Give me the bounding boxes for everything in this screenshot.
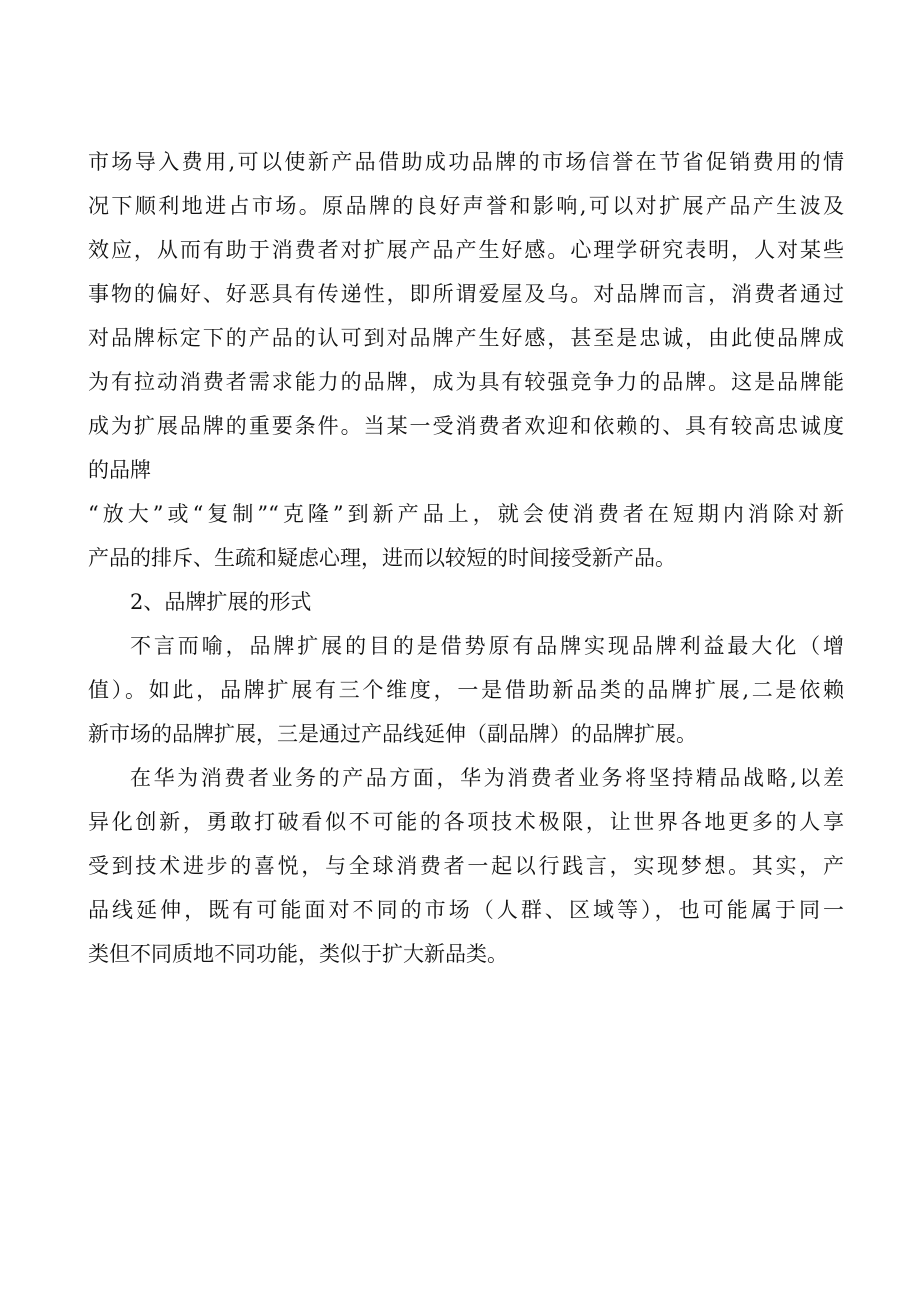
- text-line: 事物的偏好、好恶具有传递性，即所谓爱屋及乌。对品牌而言，消费者通过: [88, 282, 844, 306]
- text-line: 产品的排斥、生疏和疑虑心理，进而以较短的时间接受新产品。: [88, 546, 676, 570]
- text-line: “放大”或“复制”“克隆”到新产品上，就会使消费者在短期内消除对新: [88, 502, 844, 526]
- text-line: 受到技术进步的喜悦，与全球消费者一起以行践言，实现梦想。其实，产: [88, 854, 844, 878]
- paragraph-brand-transfer: [88, 492, 844, 580]
- text-line: 在华为消费者业务的产品方面，华为消费者业务将坚持精品战略,以差: [130, 766, 844, 790]
- text-line: 品线延伸，既有可能面对不同的市场（人群、区域等），也可能属于同一: [88, 898, 844, 922]
- text-line: 异化创新，勇敢打破看似不可能的各项技术极限，让世界各地更多的人享: [88, 810, 844, 834]
- paragraph-brand-value: [88, 140, 844, 492]
- text-line: 市场导入费用,可以使新产品借助成功品牌的市场信誉在节省促销费用的情: [88, 150, 844, 174]
- text-line: 成为扩展品牌的重要条件。当某一受消费者欢迎和依赖的、具有较高忠诚度: [88, 414, 844, 438]
- text-line: 为有拉动消费者需求能力的品牌，成为具有较强竞争力的品牌。这是品牌能: [88, 370, 844, 394]
- text-line: 对品牌标定下的产品的认可到对品牌产生好感，甚至是忠诚，由此使品牌成: [88, 326, 844, 350]
- text-line: 况下顺利地进占市场。原品牌的良好声誉和影响,可以对扩展产品产生波及: [88, 194, 844, 218]
- text-line: 效应，从而有助于消费者对扩展产品产生好感。心理学研究表明，人对某些: [88, 238, 844, 262]
- paragraph-extension-dimensions: [88, 624, 844, 756]
- section-heading: [88, 580, 844, 624]
- document-page: [88, 140, 844, 976]
- text-line: 类但不同质地不同功能，类似于扩大新品类。: [88, 942, 508, 966]
- heading-text: 2、品牌扩展的形式: [130, 590, 312, 614]
- text-line: 值）。如此，品牌扩展有三个维度，一是借助新品类的品牌扩展,二是依赖: [88, 678, 844, 702]
- text-line: 新市场的品牌扩展，三是通过产品线延伸（副品牌）的品牌扩展。: [88, 722, 697, 746]
- paragraph-huawei-strategy: [88, 756, 844, 976]
- text-line: 不言而喻，品牌扩展的目的是借势原有品牌实现品牌利益最大化（增: [130, 634, 844, 658]
- text-line: 的品牌: [88, 458, 151, 482]
